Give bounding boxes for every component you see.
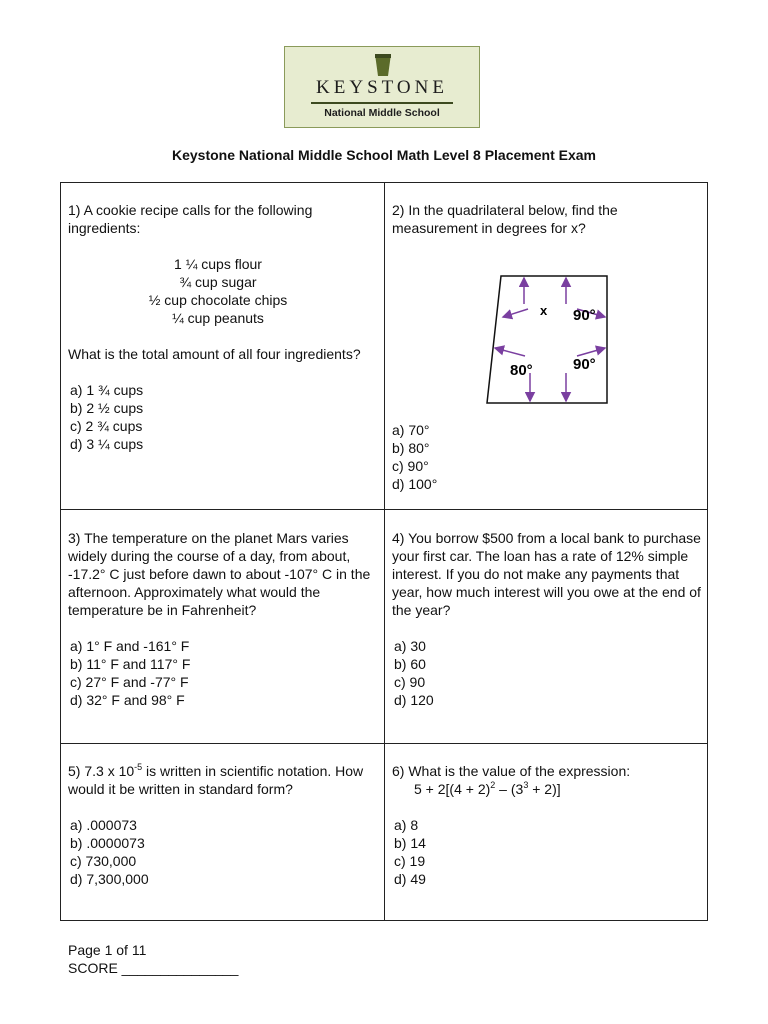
- question-2-prompt: 2) In the quadrilateral below, find the measurement in degrees for x?: [392, 202, 618, 236]
- choice-b: b) 11° F and 117° F: [70, 656, 191, 672]
- choice-a: a) 1 ¾ cups: [70, 382, 144, 398]
- grid-divider-row1: [61, 509, 707, 510]
- choice-c: c) 90: [394, 674, 426, 690]
- question-2: [392, 201, 692, 237]
- choice-a: a) .000073: [70, 817, 137, 833]
- question-1-choices: [68, 381, 368, 453]
- ingredient-item: 1 ¼ cups flour: [174, 256, 262, 272]
- question-4-choices: [392, 637, 704, 709]
- page-footer: [68, 941, 238, 977]
- school-logo: [284, 46, 480, 128]
- choice-b: b) .0000073: [70, 835, 145, 851]
- question-5-choices: [68, 816, 368, 888]
- grid-divider-vertical: [384, 183, 385, 920]
- quadrilateral-shape: [487, 276, 607, 403]
- exponent: 2: [490, 780, 496, 790]
- choice-a: a) 1° F and -161° F: [70, 638, 190, 654]
- choice-b: b) 14: [394, 835, 426, 851]
- question-5-text: 5) 7.3 x 10: [68, 763, 135, 779]
- choice-a: a) 8: [394, 817, 419, 833]
- question-1: [68, 201, 368, 453]
- angle-label-bottom-right: 90°: [573, 356, 596, 373]
- choice-c: c) 2 ¾ cups: [70, 418, 143, 434]
- question-2-choices: [392, 421, 692, 493]
- question-3: [68, 529, 376, 709]
- ingredient-item: ¾ cup sugar: [179, 274, 257, 290]
- arrow-icon: [503, 309, 528, 317]
- page-number: Page 1 of 11: [68, 942, 147, 958]
- expression-part: + 2)]: [528, 781, 561, 797]
- choice-c: c) 90°: [392, 458, 429, 474]
- choice-b: b) 2 ½ cups: [70, 400, 144, 416]
- question-4: [392, 529, 704, 709]
- choice-c: c) 19: [394, 853, 426, 869]
- page-title: Keystone National Middle School Math Level 8 Placement Exam: [171, 147, 596, 163]
- choice-d: d) 100°: [392, 476, 438, 492]
- angle-label-top-right: 90°: [573, 307, 596, 324]
- choice-d: d) 120: [394, 692, 434, 708]
- question-3-prompt: 3) The temperature on the planet Mars varies widely during the course of a day, from about, -17.2° C just before dawn to about -107° C in the afternoon. Approximately what would the temperature be in Fahrenheit?: [68, 530, 371, 618]
- keystone-icon: [373, 54, 393, 76]
- question-6-prompt: 6) What is the value of the expression:: [392, 763, 631, 779]
- logo-name: KEYSTONE: [316, 77, 448, 98]
- question-6-choices: [392, 816, 692, 888]
- logo-subtitle: National Middle School: [324, 107, 440, 119]
- logo-divider: [311, 102, 453, 104]
- choice-a: a) 70°: [392, 422, 430, 438]
- question-1-question: What is the total amount of all four ingredients?: [68, 346, 361, 362]
- question-5-prompt: [68, 762, 368, 798]
- ingredient-list: [68, 255, 368, 327]
- choice-d: d) 32° F and 98° F: [70, 692, 185, 708]
- question-6: [392, 762, 692, 888]
- ingredient-item: ½ cup chocolate chips: [148, 292, 288, 308]
- question-5: [68, 762, 368, 888]
- question-6-expression: [392, 780, 692, 798]
- expression-part: 5 + 2[(4 + 2): [414, 781, 491, 797]
- expression-part: – (3: [495, 781, 524, 797]
- question-3-choices: [68, 637, 376, 709]
- choice-b: b) 80°: [392, 440, 430, 456]
- question-5-text: is written in scientific notation. How would it be written in standard form?: [68, 763, 364, 797]
- choice-a: a) 30: [394, 638, 426, 654]
- choice-c: c) 27° F and -77° F: [70, 674, 189, 690]
- exponent: -5: [134, 762, 143, 772]
- score-line: SCORE _______________: [68, 960, 239, 976]
- angle-label-bottom-left: 80°: [510, 362, 533, 379]
- exponent: 3: [523, 780, 529, 790]
- choice-d: d) 7,300,000: [70, 871, 149, 887]
- choice-c: c) 730,000: [70, 853, 137, 869]
- arrow-icon: [495, 348, 525, 356]
- question-grid: [60, 182, 708, 921]
- arrow-icon: [577, 348, 605, 356]
- question-4-prompt: 4) You borrow $500 from a local bank to purchase your first car. The loan has a rate of 12% simple interest. If you do not make any payments that year, how much interest will you owe at the end of the year?: [392, 530, 701, 618]
- question-1-prompt: 1) A cookie recipe calls for the following ingredients:: [68, 202, 313, 236]
- grid-divider-row2: [61, 743, 707, 744]
- choice-b: b) 60: [394, 656, 426, 672]
- quadrilateral-figure: [481, 269, 611, 409]
- angle-label-x: x: [540, 303, 548, 318]
- choice-d: d) 3 ¼ cups: [70, 436, 144, 452]
- ingredient-item: ¼ cup peanuts: [172, 310, 264, 326]
- choice-d: d) 49: [394, 871, 426, 887]
